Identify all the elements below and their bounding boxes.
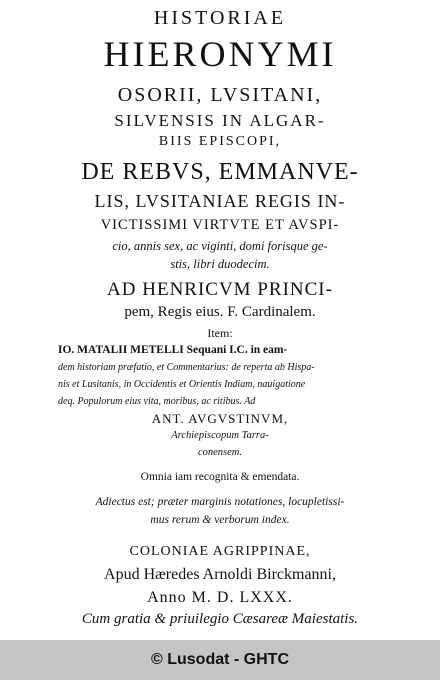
imprint-year-line: Anno M. D. LXXX. — [147, 589, 293, 606]
dedication-cardinalem-line: pem, Regis eius. F. Cardinalem. — [124, 304, 316, 320]
author-osorii-line: OSORII, LVSITANI, — [117, 84, 323, 106]
copyright-text: © Lusodat - GHTC — [151, 651, 289, 668]
imprint-publisher-line: Apud Hæredes Arnoldi Birckmanni, — [104, 566, 336, 583]
subject-libri-line: stis, libri duodecim. — [170, 257, 270, 271]
subject-lusitaniae-line: LIS, LVSITANIAE REGIS IN- — [94, 191, 346, 211]
augustinum-line: ANT. AVGVSTINVM, — [151, 411, 289, 426]
metelli-populorum-line: deq. Populorum eius vita, moribus, ac ritibus. Ad — [58, 396, 256, 407]
privilege-line: Cum gratia & priuilegio Cæsareæ Maiestatis. — [81, 611, 359, 627]
adiectus-line: Adiectus est; præter marginis notationes, locupletissi- — [95, 496, 345, 508]
subject-de-rebus-line: DE REBVS, EMMANVE- — [81, 159, 359, 185]
author-silvensis-line: SILVENSIS IN ALGAR- — [114, 111, 326, 130]
omnia-recognita-line: Omnia iam recognita & emendata. — [140, 471, 300, 483]
title-historiae: HISTORIAE — [153, 7, 287, 29]
title-hieronymi: HIERONYMI — [103, 34, 337, 74]
item-label: Item: — [207, 326, 233, 340]
metelli-indiam-line: nis et Lusitanis, in Occidentis et Orientis Indiam, nauigatione — [58, 379, 306, 390]
metelli-line: IO. MATALII METELLI Sequani I.C. in eam- — [58, 344, 288, 356]
subject-annis-line: cio, annis sex, ac viginti, domi forisque ge- — [112, 239, 328, 253]
archiepiscopum-line: Archiepiscopum Tarra- — [171, 430, 269, 441]
imprint-city-line: COLONIAE AGRIPPINAE, — [129, 544, 311, 559]
metelli-praefatio-line: dem historiam præfatio, et Commentarius: de reperta ab Hispa- — [58, 362, 315, 373]
copyright-footer — [0, 640, 440, 680]
dedication-henricum-line: AD HENRICVM PRINCI- — [107, 279, 333, 300]
author-episcopi-line: BIIS EPISCOPI, — [158, 134, 282, 149]
index-line: mus rerum & verborum index. — [150, 514, 290, 526]
conensem-line: conensem. — [197, 447, 243, 458]
subject-victissimi-line: VICTISSIMI VIRTVTE ET AVSPI- — [100, 217, 340, 233]
